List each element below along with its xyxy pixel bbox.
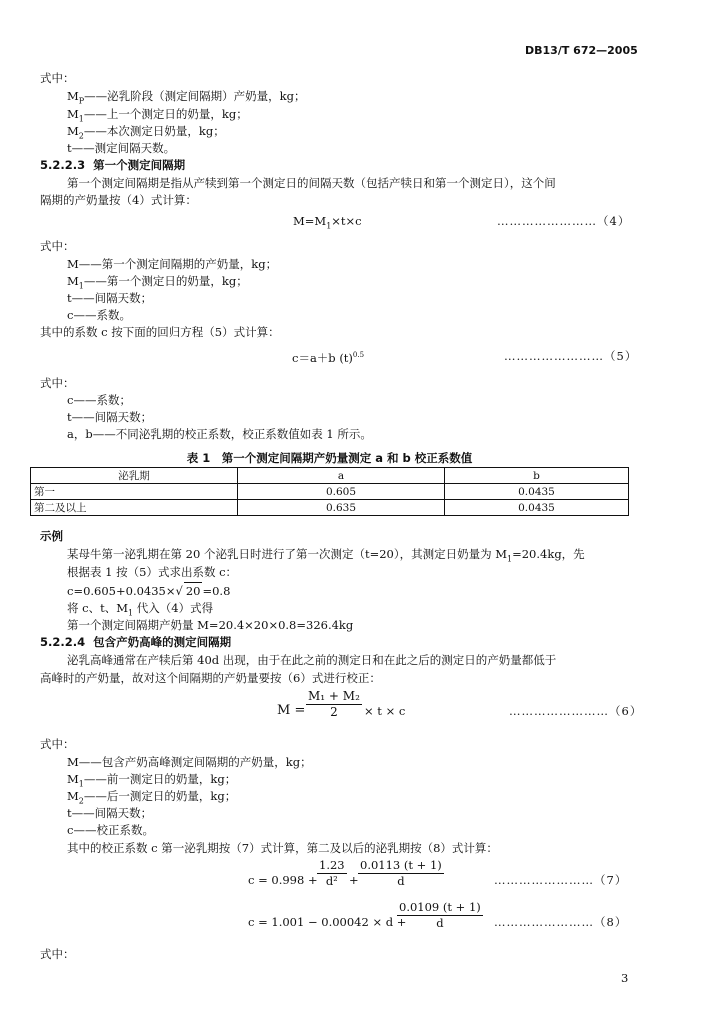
where-label: 式中：	[40, 239, 75, 253]
formula-8-fraction: $\frac{0.0109 (t + 1)}{d}$	[399, 900, 481, 930]
table-row	[31, 484, 629, 500]
section-heading-5224: 5.2.2.4 包含产奶高峰的测定间隔期	[40, 635, 232, 649]
definition-c: c——校正系数。	[67, 823, 154, 837]
table-cell: 0.0435	[445, 500, 629, 516]
equation-number-6: ……………………（6）	[509, 704, 643, 718]
table-cell: 0.635	[238, 500, 445, 516]
example-line: 第一个测定间隔期产奶量 M=20.4×20×0.8=326.4kg	[67, 618, 354, 632]
coefficient-table	[30, 467, 629, 516]
page-number: 3	[621, 971, 629, 985]
definition-m: M——第一个测定间隔期的产奶量，kg；	[67, 257, 278, 271]
standard-code: DB13/T 672—2005	[525, 44, 638, 57]
definition-c: c——系数。	[67, 308, 131, 322]
paragraph: 泌乳高峰通常在产犊后第 40d 出现，由于在此之前的测定日和在此之后的测定日的产奶量都低于	[67, 653, 557, 667]
equation-number-7: ……………………（7）	[494, 873, 628, 887]
table-cell: 0.605	[238, 484, 445, 500]
formula-8-lhs: c = 1.001 − 0.00042 × d +	[248, 915, 407, 929]
table-row	[31, 500, 629, 516]
equation-number-4: ……………………（4）	[497, 214, 631, 228]
where-label: 式中：	[40, 737, 75, 751]
table-cell: 0.0435	[445, 484, 629, 500]
definition-m1: $M_1——$上一个测定日的奶量，kg；	[67, 107, 248, 124]
formula-6-fraction: $\frac{\text{M₁ + M₂}}{2}$	[308, 689, 360, 719]
definition-t: t——测定间隔天数。	[67, 141, 176, 155]
example-line: 根据表 1 按（5）式求出系数 c：	[67, 565, 238, 579]
definition-m1: $M_1——$前一测定日的奶量，kg；	[67, 772, 237, 789]
formula-6-rhs: × t × c	[364, 704, 406, 718]
column-header: 泌乳期	[31, 468, 238, 484]
paragraph: 隔期的产奶量按（4）式计算：	[40, 193, 197, 207]
formula-7-fraction-1: $\frac{1.23}{\text{d²}}$	[319, 858, 345, 888]
table-caption: 表 1 第一个测定间隔期产奶量测定 a 和 b 校正系数值	[186, 451, 473, 465]
section-heading-5223: 5.2.2.3 第一个测定间隔期	[40, 158, 186, 172]
table-header-row	[31, 468, 629, 484]
table-cell: 第二及以上	[31, 500, 238, 516]
table-cell: 第一	[31, 484, 238, 500]
definition-t: t——间隔天数；	[67, 291, 153, 305]
definition-m2: $M_2——$后一测定日的奶量，kg；	[67, 789, 237, 806]
where-label: 式中：	[40, 376, 75, 390]
definition-m2: $M_2——$本次测定日奶量，kg；	[67, 124, 225, 141]
column-header: a	[238, 468, 445, 484]
equation-number-8: ……………………（8）	[494, 915, 628, 929]
paragraph: 第一个测定间隔期是指从产犊到第一个测定日的间隔天数（包括产犊日和第一个测定日），这个间	[67, 176, 556, 190]
example-line: 将 c、t、$M_1$ 代入（4）式得	[67, 601, 214, 618]
definition-ab: a，b——不同泌乳期的校正系数，校正系数值如表 1 所示。	[67, 427, 372, 441]
example-title: 示例	[40, 529, 63, 543]
formula-4: $M=M_1\times t\times c$	[293, 214, 362, 231]
definition-m1: $M_1——$第一个测定日的奶量，kg；	[67, 274, 248, 291]
formula-5: c＝a＋b $(t)^{0.5}$	[292, 350, 365, 365]
where-label: 式中：	[40, 71, 75, 85]
definition-m: M——包含产奶高峰测定间隔期的产奶量，kg；	[67, 755, 312, 769]
formula-7-lhs: c = 0.998 +	[248, 873, 318, 887]
definition-c: c——系数；	[67, 393, 131, 407]
formula-6-lhs: M =	[277, 703, 306, 718]
paragraph: 高峰时的产奶量，故对这个间隔期的产奶量要按（6）式进行校正：	[40, 671, 381, 685]
paragraph: 其中的校正系数 c 第一泌乳期按（7）式计算，第二及以后的泌乳期按（8）式计算：	[67, 841, 498, 855]
definition-t: t——间隔天数；	[67, 806, 153, 820]
where-label: 式中：	[40, 947, 75, 961]
definition-mp: $M_P——$泌乳阶段（测定间隔期）产奶量，kg；	[67, 89, 306, 106]
paragraph: 其中的系数 c 按下面的回归方程（5）式计算：	[40, 325, 280, 339]
definition-t: t——间隔天数；	[67, 410, 153, 424]
equation-number-5: ……………………（5）	[504, 349, 638, 363]
example-line: 某母牛第一泌乳期在第 20 个泌乳日时进行了第一次测定（t=20），其测定日奶量为 $M_1=20.4kg$，先	[67, 547, 585, 564]
formula-7-fraction-2: $\frac{0.0113 (t + 1)}{d}$	[360, 858, 442, 888]
formula-7-plus: +	[349, 873, 359, 887]
example-line: c=0.605+0.0435×√ 20 =0.8	[67, 584, 231, 598]
column-header: b	[445, 468, 629, 484]
